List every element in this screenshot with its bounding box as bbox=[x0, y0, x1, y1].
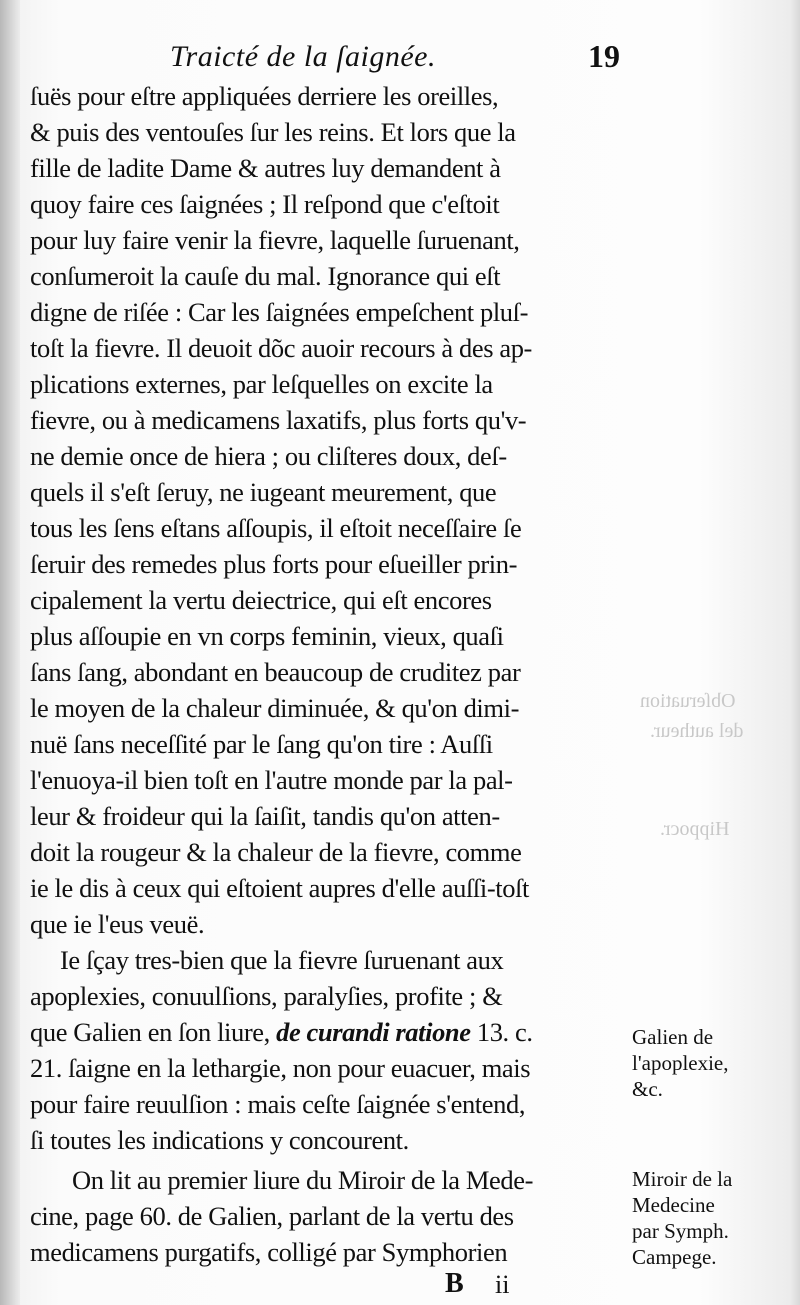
text-line: l'enuoya-il bien toſt en l'autre monde par la pal- bbox=[30, 765, 513, 795]
text-line: quels il s'eſt ſeruy, ne iugeant meurement, que bbox=[30, 477, 497, 507]
text-line: nuë ſans neceſſité par le ſang qu'on tire : Auſſi bbox=[30, 729, 493, 759]
text-line: ſuës pour eſtre appliquées derriere les oreilles, bbox=[30, 81, 499, 111]
margin-note: Miroir de la bbox=[632, 1167, 733, 1191]
leaf-number: ii bbox=[495, 1270, 510, 1299]
gutter-shadow bbox=[0, 0, 20, 1305]
text-line: medicamens purgatifs, colligé par Symphorien bbox=[30, 1237, 508, 1267]
text-line: plications externes, par leſquelles on excite la bbox=[30, 369, 493, 399]
show-through-text: del autheur. bbox=[650, 720, 744, 742]
running-title: Traicté de la ſaignée. bbox=[170, 40, 436, 73]
text-line: ie le dis à ceux qui eſtoient aupres d'elle auſſi-toſt bbox=[30, 873, 530, 903]
text-line: plus aſſoupie en vn corps feminin, vieux, quaſi bbox=[30, 621, 504, 651]
paragraph-first-line: On lit au premier liure du Miroir de la Mede- bbox=[72, 1165, 534, 1195]
text-line: ne demie once de hiera ; ou cliſteres doux, deſ- bbox=[30, 441, 507, 471]
text-line: conſumeroit la cauſe du mal. Ignorance qui eſt bbox=[30, 261, 501, 291]
text-line: leur & froideur qui la ſaiſit, tandis qu'on atten- bbox=[30, 801, 500, 831]
text-run: que Galien en ſon liure, bbox=[30, 1017, 270, 1047]
text-line bbox=[30, 1014, 630, 1050]
text-line: ſans ſang, abondant en beaucoup de cruditez par bbox=[30, 657, 521, 687]
text-line: digne de riſée : Car les ſaignées empeſchent pluſ- bbox=[30, 297, 529, 327]
margin-note: Campege. bbox=[632, 1245, 717, 1269]
text-line: apoplexies, conuulſions, paralyſies, profite ; & bbox=[30, 981, 503, 1011]
page-footer bbox=[445, 1268, 565, 1302]
text-line: ſi toutes les indications y concourent. bbox=[30, 1125, 409, 1155]
text-line: ſeruir des remedes plus forts pour eſueiller prin- bbox=[30, 549, 518, 579]
signature-mark: B bbox=[445, 1268, 464, 1299]
text-line: doit la rougeur & la chaleur de la fievre, comme bbox=[30, 837, 522, 867]
text-line: & puis des ventouſes ſur les reins. Et lors que la bbox=[30, 117, 516, 147]
text-line: cipalement la vertu deiectrice, qui eſt encores bbox=[30, 585, 492, 615]
text-line: que ie l'eus veuë. bbox=[30, 909, 205, 939]
text-line: pour luy faire venir la fievre, laquelle ſuruenant, bbox=[30, 225, 520, 255]
text-line: quoy faire ces ſaignées ; Il reſpond que c'eſtoit bbox=[30, 189, 500, 219]
text-line: cine, page 60. de Galien, parlant de la vertu des bbox=[30, 1201, 514, 1231]
text-line: toſt la fievre. Il deuoit dõc auoir recours à des ap- bbox=[30, 333, 532, 363]
text-line: pour faire reuulſion : mais ceſte ſaignée s'entend, bbox=[30, 1089, 526, 1119]
text-line: 21. ſaigne en la lethargie, non pour euacuer, mais bbox=[30, 1053, 531, 1083]
show-through-text: Obſeruation bbox=[640, 690, 736, 712]
margin-note: par Symph. bbox=[632, 1219, 729, 1243]
text-run: 13. c. bbox=[476, 1017, 533, 1047]
show-through-text: Hippocr. bbox=[660, 818, 730, 840]
margin-note: Medecine bbox=[632, 1193, 715, 1217]
text-line: fievre, ou à medicamens laxatifs, plus forts qu'v- bbox=[30, 405, 527, 435]
margin-note: l'apoplexie, bbox=[632, 1051, 729, 1075]
page-header bbox=[170, 40, 630, 80]
italic-title: de curandi ratione bbox=[276, 1017, 471, 1047]
text-line: fille de ladite Dame & autres luy demandent à bbox=[30, 153, 501, 183]
margin-note: &c. bbox=[632, 1077, 663, 1101]
text-line: le moyen de la chaleur diminuée, & qu'on dimi- bbox=[30, 693, 519, 723]
page-number: 19 bbox=[588, 38, 620, 74]
paragraph-first-line: Ie ſçay tres-bien que la fievre ſuruenant aux bbox=[60, 945, 504, 975]
margin-note: Galien de bbox=[632, 1025, 714, 1049]
text-line: tous les ſens eſtans aſſoupis, il eſtoit neceſſaire ſe bbox=[30, 513, 522, 543]
